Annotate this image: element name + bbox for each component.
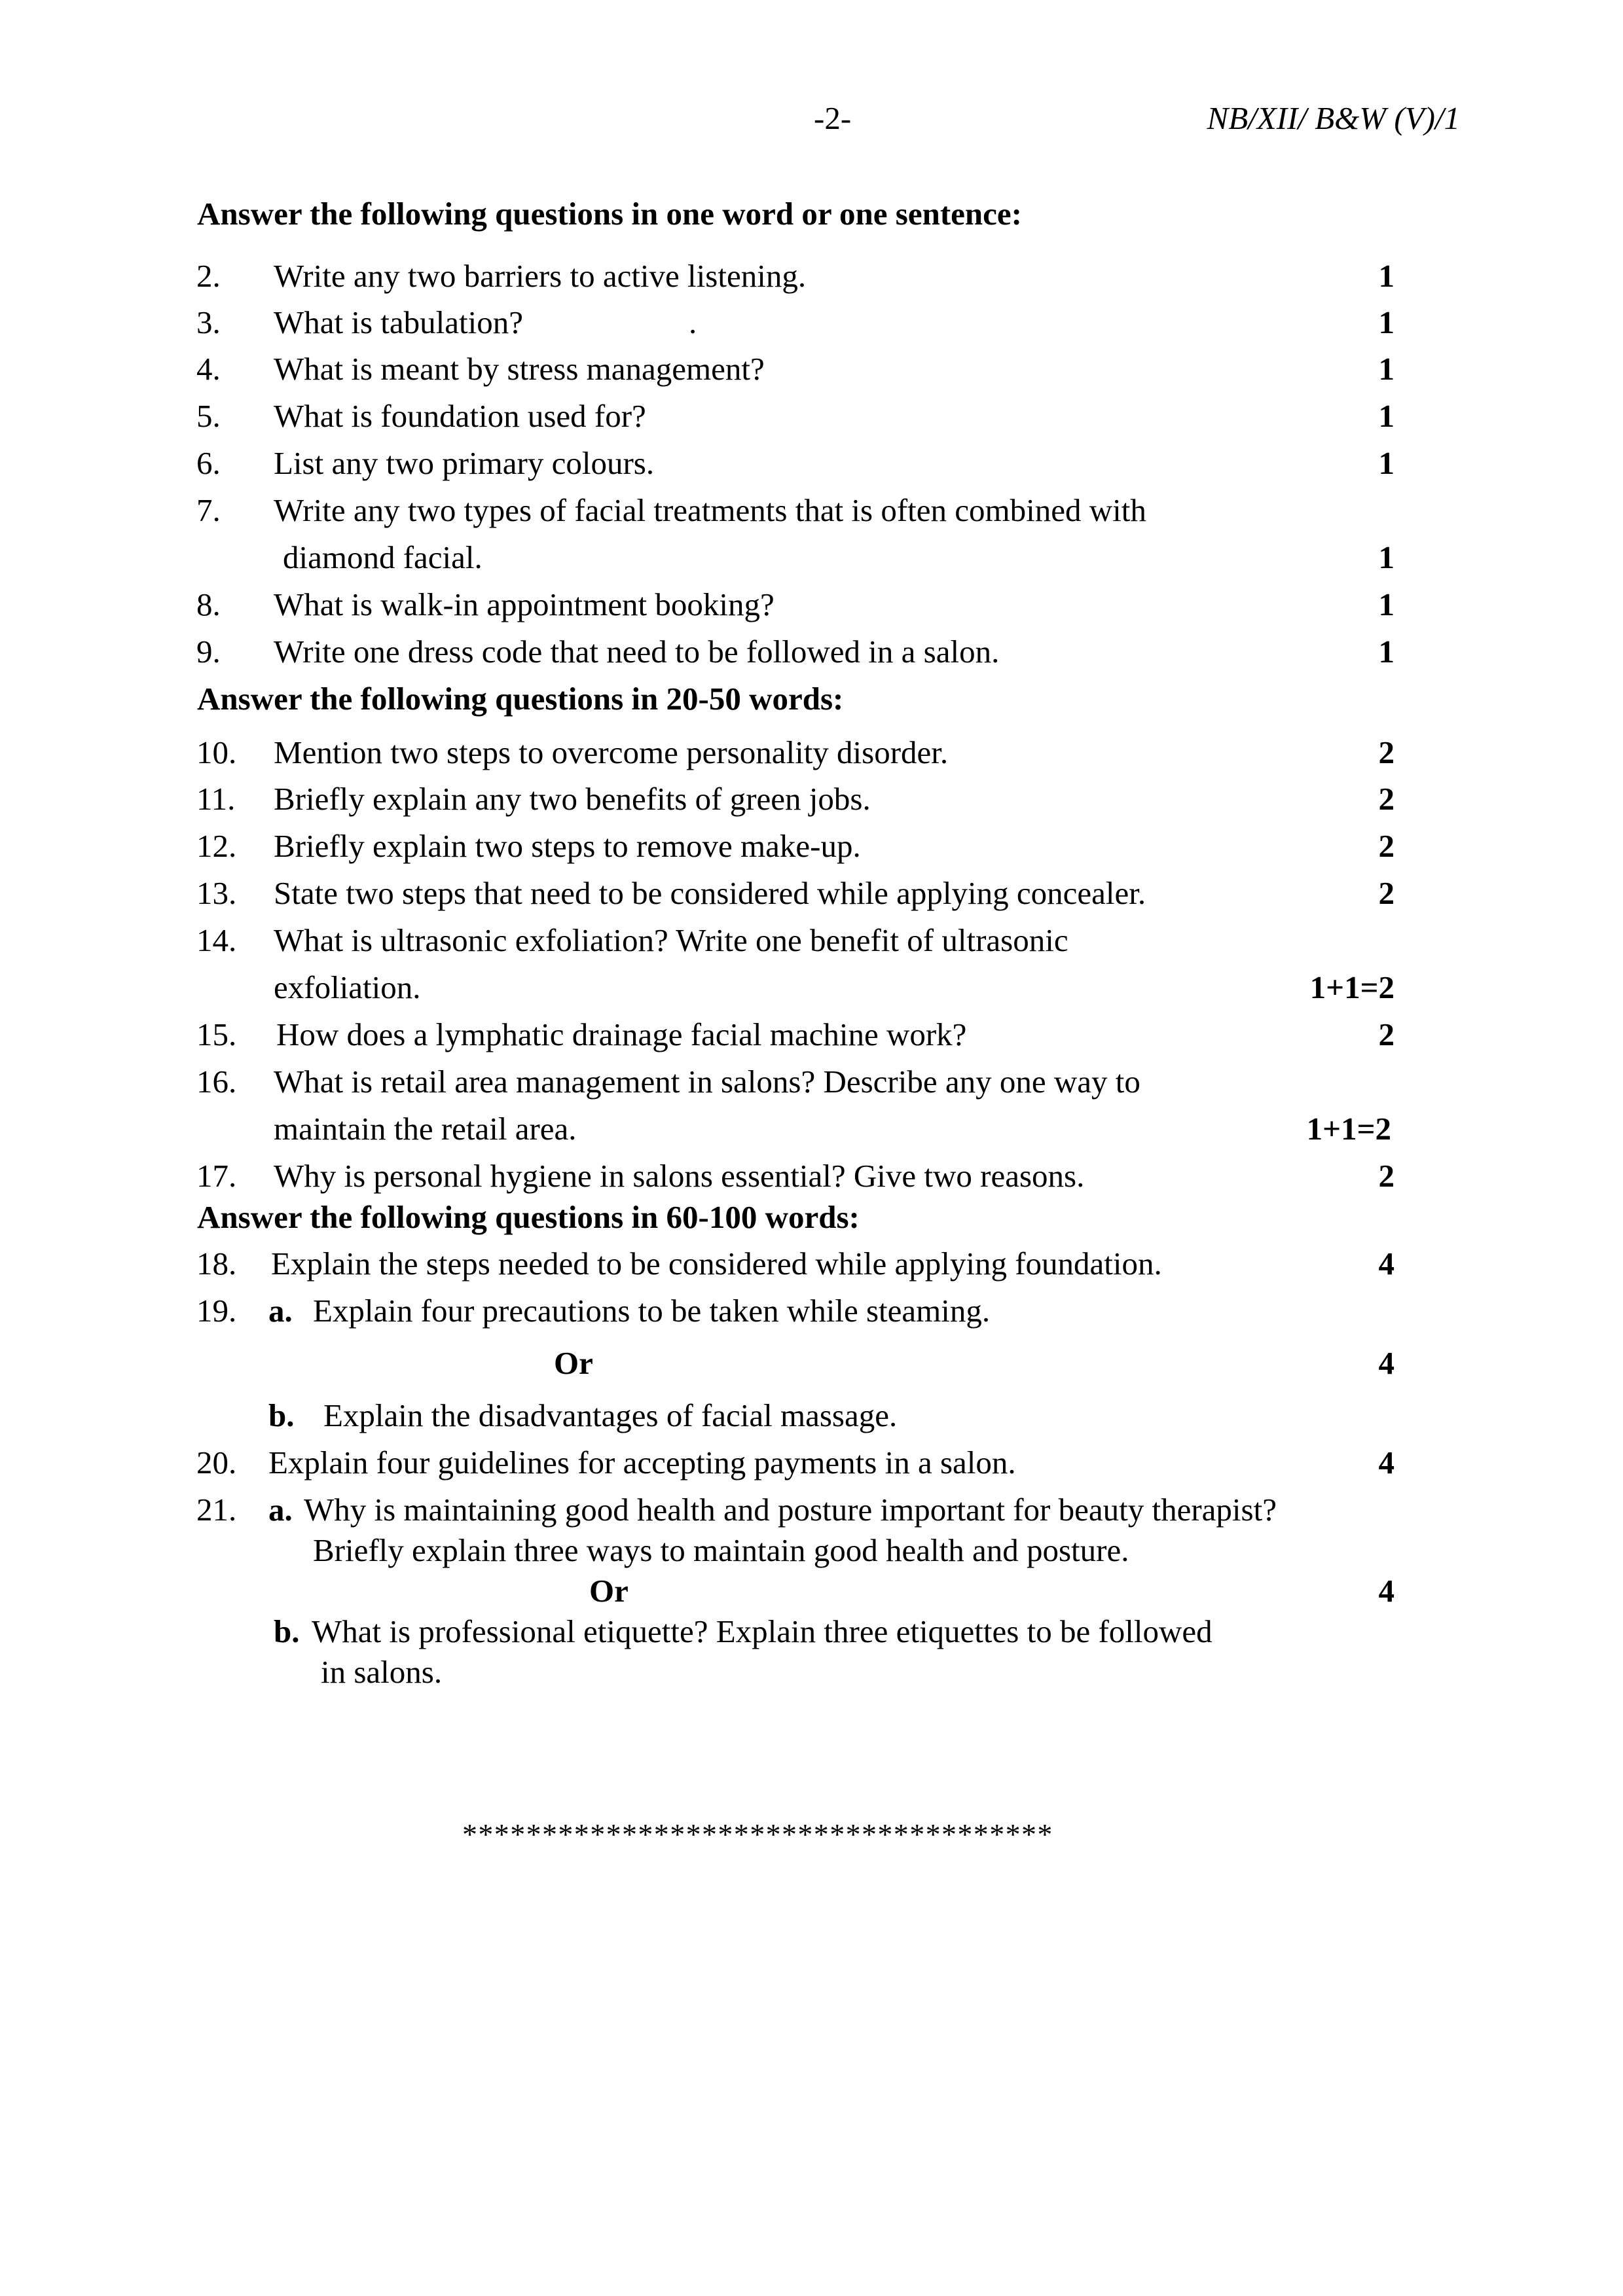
- or-label: Or: [589, 1573, 629, 1609]
- question-text: What is tabulation?: [274, 304, 523, 340]
- question-text: Explain four guidelines for accepting payments in a salon.: [268, 1444, 1016, 1480]
- question-number: 7.: [196, 492, 221, 528]
- question-marks: 2: [1378, 1158, 1395, 1194]
- question-number: 6.: [196, 445, 221, 481]
- question-marks: 1: [1378, 398, 1395, 434]
- question-number: 16.: [196, 1064, 237, 1100]
- question-text: What is ultrasonic exfoliation? Write one benefit of ultrasonic: [274, 922, 1068, 958]
- or-label: Or: [554, 1345, 593, 1381]
- section-a-heading: Answer the following questions in one word or one sentence:: [197, 196, 1022, 232]
- question-number: 21.: [196, 1492, 237, 1528]
- stray-mark: .: [689, 304, 697, 340]
- question-number: 8.: [196, 586, 221, 622]
- option-b-text: What is professional etiquette? Explain three etiquettes to be followed: [312, 1613, 1213, 1649]
- question-text: State two steps that need to be considered while applying concealer.: [274, 875, 1146, 911]
- question-text: What is meant by stress management?: [274, 351, 765, 387]
- section-b-heading: Answer the following questions in 20-50 words:: [197, 681, 844, 717]
- question-marks: 1+1=2: [1306, 1111, 1391, 1147]
- option-b-text-continued: in salons.: [321, 1654, 443, 1690]
- question-number: 2.: [196, 258, 221, 294]
- option-a-text: Explain four precautions to be taken while steaming.: [313, 1293, 991, 1329]
- option-b-label: b.: [274, 1613, 300, 1649]
- question-marks: 2: [1378, 1016, 1395, 1052]
- question-marks: 1: [1378, 258, 1395, 294]
- option-b-label: b.: [268, 1397, 295, 1433]
- question-text: Explain the steps needed to be considered while applying foundation.: [271, 1246, 1162, 1282]
- question-marks: 1: [1378, 445, 1395, 481]
- question-number: 14.: [196, 922, 237, 958]
- question-marks: 4: [1378, 1573, 1395, 1609]
- question-marks: 1: [1378, 586, 1395, 622]
- section-c-heading: Answer the following questions in 60-100 words:: [197, 1199, 860, 1235]
- question-text: Write one dress code that need to be followed in a salon.: [274, 634, 1000, 670]
- page-number: -2-: [814, 100, 852, 136]
- question-text: How does a lymphatic drainage facial machine work?: [276, 1016, 967, 1052]
- option-a-text: Why is maintaining good health and posture important for beauty therapist?: [304, 1492, 1277, 1528]
- question-number: 17.: [196, 1158, 237, 1194]
- question-number: 13.: [196, 875, 237, 911]
- question-marks: 2: [1378, 734, 1395, 770]
- question-text: Why is personal hygiene in salons essential? Give two reasons.: [274, 1158, 1085, 1194]
- option-b-text: Explain the disadvantages of facial massage.: [323, 1397, 898, 1433]
- question-number: 11.: [196, 781, 236, 817]
- question-text: Write any two barriers to active listening.: [274, 258, 807, 294]
- question-number: 4.: [196, 351, 221, 387]
- question-text: Write any two types of facial treatments that is often combined with: [274, 492, 1146, 528]
- question-text-continued: exfoliation.: [274, 969, 421, 1005]
- question-marks: 1+1=2: [1309, 969, 1395, 1005]
- option-a-label: a.: [268, 1492, 293, 1528]
- question-marks: 4: [1378, 1246, 1395, 1282]
- question-marks: 2: [1378, 875, 1395, 911]
- paper-code: NB/XII/ B&W (V)/1: [1207, 100, 1460, 136]
- question-text: List any two primary colours.: [274, 445, 655, 481]
- option-a-label: a.: [268, 1293, 293, 1329]
- question-marks: 4: [1378, 1444, 1395, 1480]
- question-marks: 1: [1378, 304, 1395, 340]
- question-text: What is walk-in appointment booking?: [274, 586, 775, 622]
- option-a-text-continued: Briefly explain three ways to maintain good health and posture.: [313, 1532, 1129, 1568]
- question-marks: 1: [1378, 634, 1395, 670]
- question-number: 10.: [196, 734, 237, 770]
- question-marks: 1: [1378, 351, 1395, 387]
- question-marks: 4: [1378, 1345, 1395, 1381]
- question-number: 19.: [196, 1293, 237, 1329]
- question-text: What is foundation used for?: [274, 398, 646, 434]
- question-number: 12.: [196, 828, 237, 864]
- question-text-continued: maintain the retail area.: [274, 1111, 577, 1147]
- question-marks: 2: [1378, 781, 1395, 817]
- question-marks: 2: [1378, 828, 1395, 864]
- question-text: Mention two steps to overcome personality disorder.: [274, 734, 949, 770]
- question-number: 9.: [196, 634, 221, 670]
- question-number: 18.: [196, 1246, 237, 1282]
- question-marks: 1: [1378, 539, 1395, 575]
- end-separator: *************************************: [462, 1818, 1053, 1851]
- question-number: 15.: [196, 1016, 237, 1052]
- question-text: Briefly explain any two benefits of green jobs.: [274, 781, 871, 817]
- question-number: 20.: [196, 1444, 237, 1480]
- question-text: What is retail area management in salons? Describe any one way to: [274, 1064, 1140, 1100]
- question-text: Briefly explain two steps to remove make-up.: [274, 828, 861, 864]
- question-number: 3.: [196, 304, 221, 340]
- question-number: 5.: [196, 398, 221, 434]
- question-text-continued: diamond facial.: [283, 539, 483, 575]
